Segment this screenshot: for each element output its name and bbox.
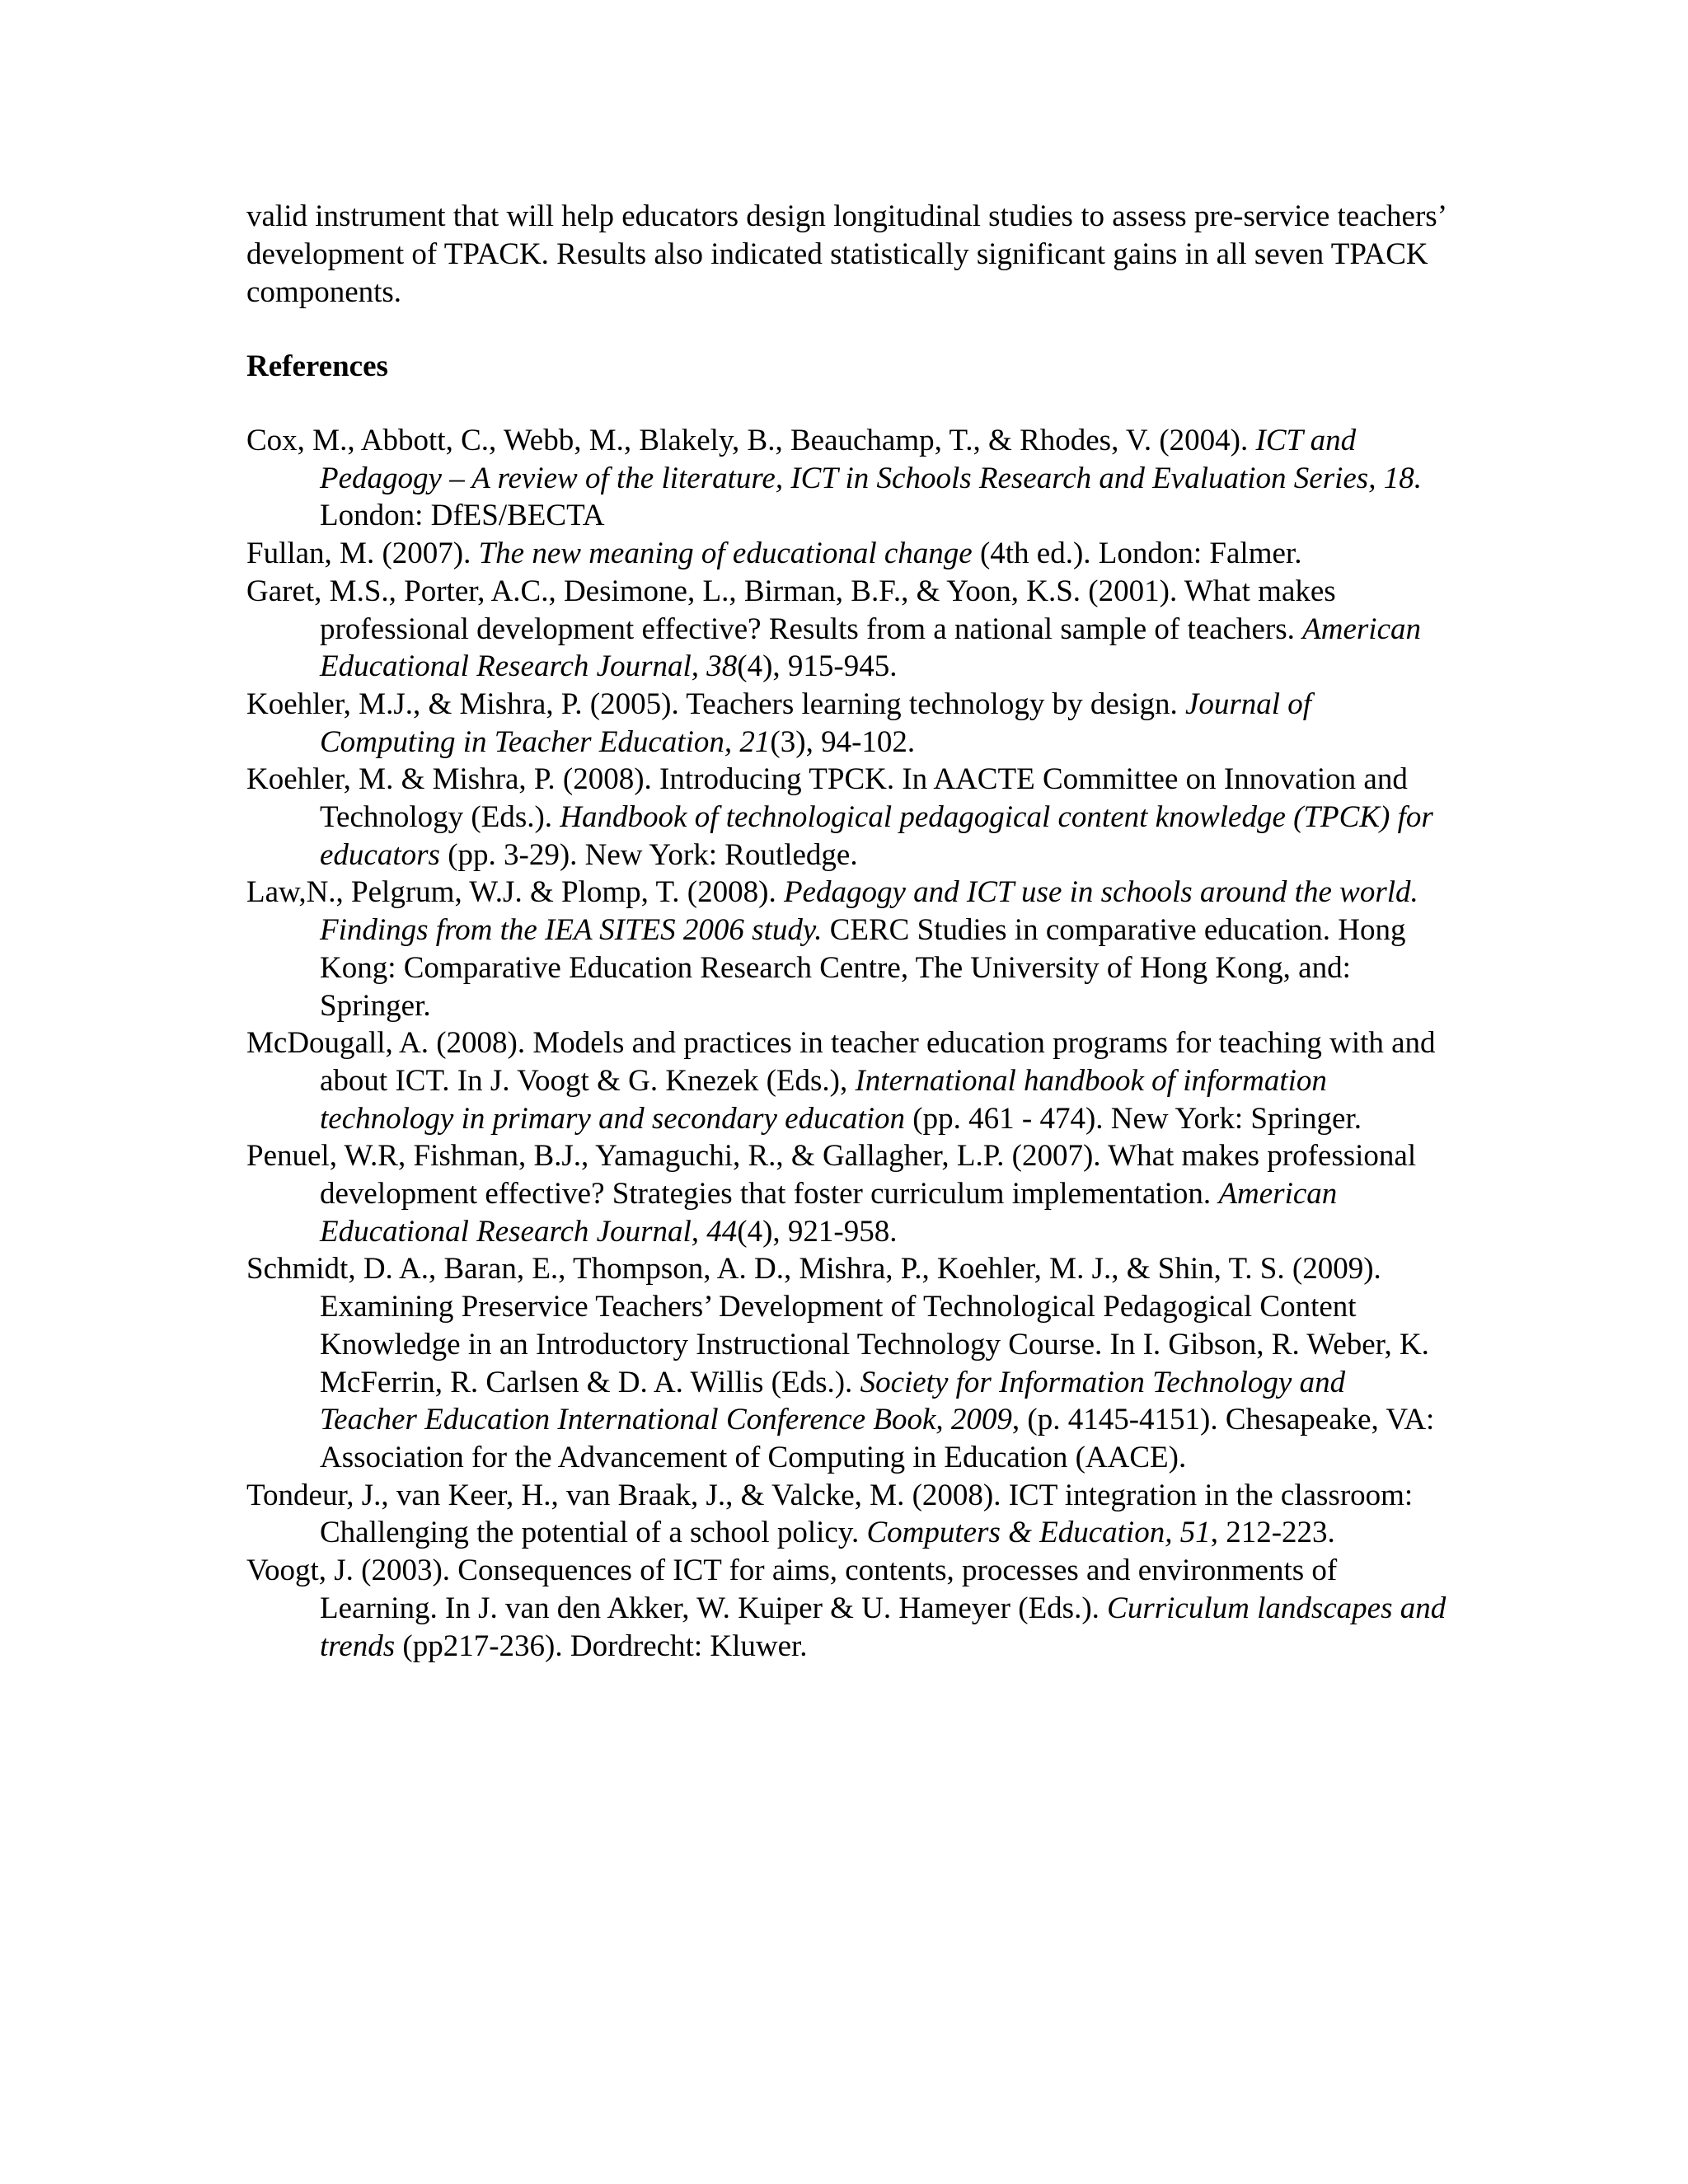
reference-entry: Cox, M., Abbott, C., Webb, M., Blakely, B., Beauchamp, T., & Rhodes, V. (2004). ICT and Pedagogy – A review of the literature, ICT in Schools Research and Evaluation Series, 18. London: DfES/BECTA (246, 424, 1422, 533)
reference-entry: Garet, M.S., Porter, A.C., Desimone, L., Birman, B.F., & Yoon, K.S. (2001). What makes professional development effective? Results from a national sample of teachers. American Educational Research Journal, 38(4), 915-945. (246, 574, 1422, 684)
reference-entry: Fullan, M. (2007). The new meaning of educational change (4th ed.). London: Falmer. (246, 537, 1302, 571)
references-heading: References (246, 349, 388, 383)
reference-entry: Koehler, M. & Mishra, P. (2008). Introducing TPCK. In AACTE Committee on Innovation and Technology (Eds.). Handbook of technological pedagogical content knowledge (TPCK) for educators (pp. 3-29). New York: Routledge. (246, 762, 1433, 872)
reference-entry: Schmidt, D. A., Baran, E., Thompson, A. D., Mishra, P., Koehler, M. J., & Shin, T. S. (2009). Examining Preservice Teachers’ Development of Technological Pedagogical Content Knowledge in an Introductory Instructional Technology Course. In I. Gibson, R. Weber, K. McFerrin, R. Carlsen & D. A. Willis (Eds.). Society for Information Technology and Teacher Education International Conference Book, 2009, (p. 4145-4151). Chesapeake, VA: Association for the Advancement of Computing in Education (AACE). (246, 1252, 1435, 1474)
intro-paragraph: valid instrument that will help educators design longitudinal studies to assess pre-service teachers’ development of TPACK. Results also indicated statistically significant gains in all seven TPACK components. (246, 199, 1446, 309)
reference-entry: Tondeur, J., van Keer, H., van Braak, J., & Valcke, M. (2008). ICT integration in the classroom: Challenging the potential of a school policy. Computers & Education, 51, 212-223. (246, 1478, 1414, 1550)
reference-list (246, 422, 1450, 1665)
reference-entry: Voogt, J. (2003). Consequences of ICT for aims, contents, processes and environments of Learning. In J. van den Akker, W. Kuiper & U. Hameyer (Eds.). Curriculum landscapes and trends (pp217-236). Dordrecht: Kluwer. (246, 1554, 1447, 1663)
reference-entry: McDougall, A. (2008). Models and practices in teacher education programs for teaching with and about ICT. In J. Voogt & G. Knezek (Eds.), International handbook of information technology in primary and secondary education (pp. 461 - 474). New York: Springer. (246, 1026, 1436, 1136)
reference-entry: Koehler, M.J., & Mishra, P. (2005). Teachers learning technology by design. Journal of Computing in Teacher Education, 21(3), 94-102. (246, 687, 1312, 759)
reference-entry: Law,N., Pelgrum, W.J. & Plomp, T. (2008). Pedagogy and ICT use in schools around the world. Findings from the IEA SITES 2006 study. CERC Studies in comparative education. Hong Kong: Comparative Education Research Centre, The University of Hong Kong, and: Springer. (246, 875, 1418, 1023)
page-body (246, 198, 1450, 1665)
reference-entry: Penuel, W.R, Fishman, B.J., Yamaguchi, R., & Gallagher, L.P. (2007). What makes professional development effective? Strategies that foster curriculum implementation. American Educational Research Journal, 44(4), 921-958. (246, 1139, 1417, 1249)
